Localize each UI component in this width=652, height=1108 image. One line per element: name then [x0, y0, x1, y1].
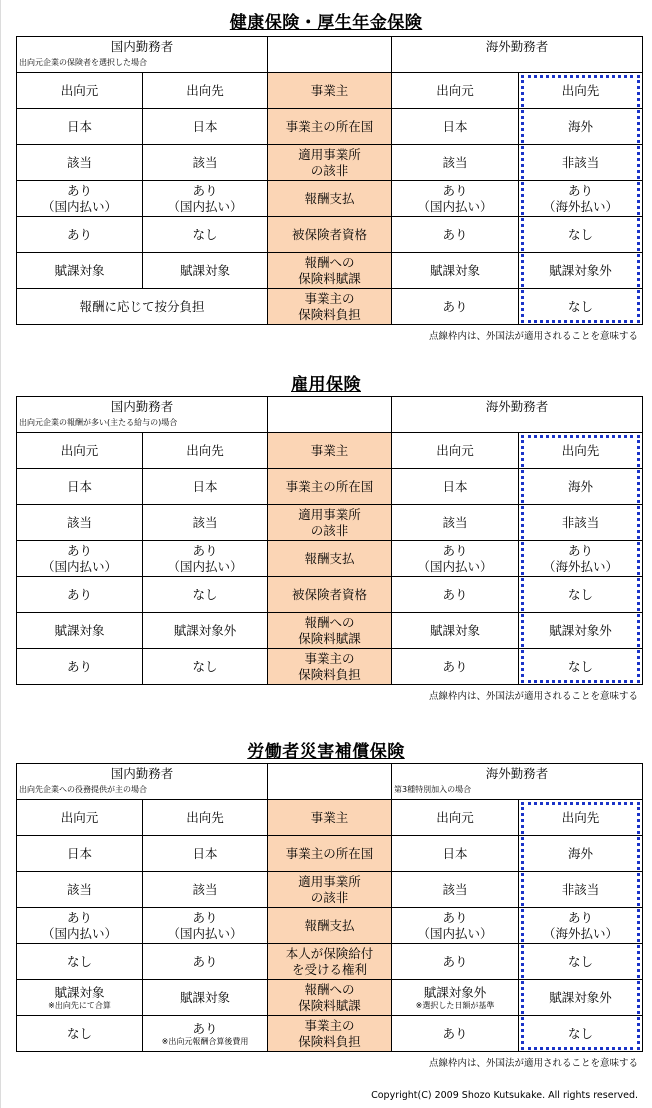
overseas-destination-cell-text: なし — [567, 953, 593, 969]
overseas-destination-cell-text: 非該当 — [561, 514, 600, 530]
overseas-origin-cell — [392, 109, 519, 145]
table-row — [17, 908, 643, 944]
criteria-cell-text: 事業主の 保険料負担 — [298, 1017, 361, 1049]
overseas-destination-cell-text: なし — [567, 1025, 593, 1041]
overseas-destination-cell — [519, 980, 643, 1016]
criteria-cell-text: 事業主の 保険料負担 — [298, 290, 361, 322]
origin-cell-text: 出向元 — [60, 809, 99, 825]
criteria-cell — [268, 73, 392, 109]
criteria-cell — [268, 836, 392, 872]
origin-cell-text: 賦課対象 — [54, 622, 105, 638]
table-row — [17, 541, 643, 577]
origin-cell — [17, 73, 143, 109]
criteria-cell — [268, 1016, 392, 1052]
insurance-table — [16, 396, 643, 685]
overseas-origin-cell — [392, 872, 519, 908]
overseas-destination-cell-text: あり （海外払い） — [543, 542, 619, 574]
overseas-origin-cell-text: あり — [442, 586, 468, 602]
table-row — [17, 145, 643, 181]
destination-cell — [143, 908, 268, 944]
destination-cell — [143, 613, 268, 649]
overseas-origin-cell-text: 日本 — [442, 118, 468, 134]
criteria-cell-text: 報酬支払 — [304, 190, 355, 206]
overseas-origin-cell — [392, 1016, 519, 1052]
overseas-destination-cell-text: なし — [568, 658, 594, 674]
destination-cell-text: あり （国内払い） — [167, 909, 243, 941]
overseas-destination-cell — [519, 1016, 643, 1052]
criteria-cell-text: 事業主の 保険料負担 — [298, 650, 361, 682]
criteria-cell-text: 被保険者資格 — [291, 226, 367, 242]
criteria-cell-text: 事業主 — [310, 442, 349, 458]
overseas-destination-cell-text: 出向先 — [561, 809, 600, 825]
overseas-origin-cell — [392, 217, 519, 253]
criteria-cell — [268, 872, 392, 908]
foreign-law-note: 点線枠内は、外国法が適用されることを意味する — [428, 331, 638, 342]
foreign-law-note: 点線枠内は、外国法が適用されることを意味する — [428, 691, 638, 702]
criteria-cell — [268, 800, 392, 836]
criteria-cell — [268, 613, 392, 649]
origin-cell — [17, 217, 143, 253]
overseas-origin-cell — [392, 73, 519, 109]
insurance-table — [16, 763, 643, 1052]
table-row — [17, 800, 643, 836]
table-row — [17, 433, 643, 469]
table-row — [17, 980, 643, 1016]
origin-cell — [17, 980, 143, 1016]
overseas-origin-cell — [392, 836, 519, 872]
origin-cell-text: あり （国内払い） — [41, 542, 117, 574]
destination-cell — [143, 469, 268, 505]
destination-cell-text: 該当 — [192, 514, 218, 530]
origin-cell-text: あり — [66, 586, 92, 602]
criteria-cell — [268, 217, 392, 253]
origin-cell-text: あり — [66, 658, 92, 674]
domestic-merged-cell-text: 報酬に応じて按分負担 — [79, 298, 205, 314]
origin-cell-text: なし — [66, 953, 92, 969]
header-blank-cell — [268, 397, 392, 433]
overseas-origin-cell — [392, 944, 519, 980]
destination-cell-text: 出向先 — [186, 442, 224, 458]
destination-cell — [143, 836, 268, 872]
table-row — [17, 253, 643, 289]
destination-cell — [143, 872, 268, 908]
overseas-destination-cell — [519, 505, 643, 541]
origin-cell — [17, 800, 143, 836]
overseas-origin-cell-text: あり （国内払い） — [417, 542, 493, 574]
overseas-destination-cell-text: なし — [568, 226, 594, 242]
domestic-header-label: 国内勤務者 — [110, 766, 174, 781]
overseas-destination-cell-text: あり （海外払い） — [543, 182, 619, 214]
destination-cell-text: 日本 — [192, 478, 218, 494]
origin-cell-text: 該当 — [66, 154, 92, 170]
criteria-cell — [268, 145, 392, 181]
criteria-cell — [268, 541, 392, 577]
criteria-cell-text: 事業主の所在国 — [285, 118, 374, 134]
overseas-destination-cell — [519, 73, 643, 109]
overseas-origin-cell-text: 出向元 — [436, 82, 474, 98]
overseas-origin-cell-text: あり — [442, 953, 468, 969]
domestic-header-note: 出向元企業の保険者を選択した場合 — [19, 58, 147, 67]
overseas-origin-cell-text: 賦課対象 — [429, 262, 480, 278]
destination-cell-text: 日本 — [192, 845, 218, 861]
overseas-origin-cell — [392, 289, 519, 325]
table-row — [17, 505, 643, 541]
origin-cell-text: 日本 — [66, 118, 92, 134]
overseas-destination-cell — [519, 433, 643, 469]
table-row — [17, 872, 643, 908]
table-row — [17, 73, 643, 109]
destination-cell-text: 該当 — [192, 154, 218, 170]
overseas-origin-cell — [392, 433, 519, 469]
overseas-origin-cell — [392, 649, 519, 685]
overseas-origin-cell-text: 該当 — [442, 514, 468, 530]
table-row — [17, 181, 643, 217]
overseas-header-note: 第3種特別加入の場合 — [394, 785, 472, 794]
destination-cell — [143, 800, 268, 836]
table-row — [17, 217, 643, 253]
overseas-header-label: 海外勤務者 — [485, 39, 549, 54]
overseas-destination-cell — [519, 253, 643, 289]
overseas-destination-cell-text: なし — [568, 298, 594, 314]
origin-cell-text: 日本 — [66, 478, 92, 494]
destination-cell — [143, 980, 268, 1016]
destination-cell-text: あり （国内払い） — [167, 182, 243, 214]
destination-cell — [143, 649, 268, 685]
destination-cell — [143, 253, 268, 289]
table-row — [17, 577, 643, 613]
overseas-origin-cell — [392, 469, 519, 505]
overseas-destination-cell-text: 海外 — [568, 118, 594, 134]
destination-cell-text: 出向先 — [186, 82, 224, 98]
overseas-destination-cell — [519, 944, 643, 980]
origin-cell — [17, 433, 143, 469]
header-blank-cell — [268, 37, 392, 73]
destination-cell — [143, 181, 268, 217]
criteria-cell-text: 報酬支払 — [304, 550, 355, 566]
criteria-cell-text: 事業主の所在国 — [285, 478, 374, 494]
table-row — [17, 613, 643, 649]
header-blank-cell — [268, 764, 392, 800]
overseas-origin-cell — [392, 145, 519, 181]
criteria-cell — [268, 469, 392, 505]
destination-cell-text: あり — [192, 1020, 218, 1036]
overseas-destination-cell-text: なし — [568, 586, 594, 602]
destination-cell — [143, 577, 268, 613]
overseas-origin-cell-text: あり — [442, 298, 468, 314]
overseas-origin-cell — [392, 980, 519, 1016]
overseas-destination-cell-text: 出向先 — [561, 82, 600, 98]
copyright-text: Copyright(C) 2009 Shozo Kutsukake. All rights reserved. — [371, 1090, 638, 1101]
origin-cell-text: あり — [66, 226, 92, 242]
overseas-destination-cell — [519, 577, 643, 613]
table-row — [17, 944, 643, 980]
overseas-header-cell — [392, 764, 643, 800]
section-title: 労働者災害補償保険 — [247, 742, 405, 762]
destination-cell-text: なし — [192, 586, 218, 602]
origin-cell — [17, 577, 143, 613]
overseas-origin-cell — [392, 908, 519, 944]
insurance-table — [16, 36, 643, 325]
section-title: 健康保険・厚生年金保険 — [229, 13, 423, 33]
overseas-origin-cell-text: 出向元 — [436, 809, 474, 825]
criteria-cell-text: 適用事業所 の該非 — [298, 146, 361, 178]
origin-cell-footnote: ※出向先にて合算 — [48, 1000, 111, 1010]
table-row — [17, 289, 643, 325]
domestic-merged-cell — [17, 289, 268, 325]
origin-cell — [17, 613, 143, 649]
overseas-origin-cell — [392, 181, 519, 217]
origin-cell — [17, 541, 143, 577]
domestic-header-note: 出向元企業の報酬が多い(主たる給与の)場合 — [19, 418, 178, 427]
criteria-cell — [268, 253, 392, 289]
criteria-cell-text: 事業主の所在国 — [285, 845, 374, 861]
destination-cell-text: 日本 — [192, 118, 218, 134]
overseas-origin-cell-text: 日本 — [442, 478, 468, 494]
overseas-destination-cell — [519, 908, 643, 944]
origin-cell-text: 出向元 — [60, 442, 99, 458]
origin-cell — [17, 1016, 143, 1052]
overseas-destination-cell — [519, 469, 643, 505]
overseas-origin-cell — [392, 577, 519, 613]
overseas-origin-cell — [392, 253, 519, 289]
overseas-destination-cell — [519, 836, 643, 872]
foreign-law-note: 点線枠内は、外国法が適用されることを意味する — [428, 1058, 638, 1069]
overseas-header-label: 海外勤務者 — [485, 766, 549, 781]
criteria-cell — [268, 433, 392, 469]
overseas-origin-cell-text: 賦課対象外 — [423, 984, 487, 1000]
criteria-cell — [268, 505, 392, 541]
origin-cell-text: 日本 — [66, 845, 92, 861]
criteria-cell — [268, 908, 392, 944]
origin-cell-text: 該当 — [66, 514, 92, 530]
destination-cell — [143, 1016, 268, 1052]
section-title: 雇用保険 — [291, 375, 361, 395]
overseas-header-label: 海外勤務者 — [485, 399, 549, 414]
origin-cell — [17, 109, 143, 145]
overseas-destination-cell — [519, 800, 643, 836]
origin-cell-text: 賦課対象 — [54, 984, 105, 1000]
table-row — [17, 469, 643, 505]
overseas-origin-cell — [392, 613, 519, 649]
destination-cell-text: 賦課対象 — [179, 262, 230, 278]
overseas-destination-cell-text: 賦課対象外 — [549, 989, 612, 1005]
origin-cell — [17, 649, 143, 685]
destination-cell — [143, 944, 268, 980]
overseas-destination-cell — [519, 541, 643, 577]
destination-cell-text: あり （国内払い） — [167, 542, 243, 574]
destination-cell — [143, 505, 268, 541]
origin-cell-text: 出向元 — [60, 82, 99, 98]
criteria-cell-text: 事業主 — [310, 82, 349, 98]
overseas-destination-cell — [519, 181, 643, 217]
origin-cell — [17, 469, 143, 505]
origin-cell-text: あり （国内払い） — [41, 182, 117, 214]
overseas-header-cell — [392, 397, 643, 433]
overseas-header-cell — [392, 37, 643, 73]
overseas-origin-cell-text: あり — [442, 1025, 468, 1041]
destination-cell-text: なし — [192, 226, 218, 242]
criteria-cell — [268, 577, 392, 613]
criteria-cell — [268, 980, 392, 1016]
overseas-origin-cell-text: 該当 — [442, 881, 468, 897]
criteria-cell — [268, 109, 392, 145]
table-row — [17, 109, 643, 145]
criteria-cell-text: 報酬支払 — [304, 917, 355, 933]
origin-cell — [17, 944, 143, 980]
overseas-origin-cell-text: 出向元 — [436, 442, 474, 458]
origin-cell — [17, 908, 143, 944]
overseas-origin-cell — [392, 541, 519, 577]
destination-cell-text: 出向先 — [186, 809, 224, 825]
overseas-destination-cell — [519, 872, 643, 908]
overseas-origin-cell-text: 賦課対象 — [429, 622, 480, 638]
overseas-destination-cell-text: 非該当 — [561, 881, 600, 897]
criteria-cell — [268, 181, 392, 217]
overseas-destination-cell — [519, 109, 643, 145]
overseas-destination-cell — [519, 649, 643, 685]
overseas-origin-cell-text: あり — [442, 226, 468, 242]
origin-cell-text: なし — [66, 1025, 92, 1041]
origin-cell — [17, 181, 143, 217]
overseas-destination-cell — [519, 145, 643, 181]
criteria-cell — [268, 649, 392, 685]
destination-cell — [143, 73, 268, 109]
criteria-cell-text: 被保険者資格 — [291, 586, 367, 602]
destination-cell — [143, 541, 268, 577]
overseas-destination-cell-text: 非該当 — [561, 154, 600, 170]
origin-cell — [17, 872, 143, 908]
origin-cell — [17, 145, 143, 181]
criteria-cell-text: 報酬への 保険料賦課 — [298, 614, 361, 646]
destination-cell-text: 賦課対象外 — [173, 622, 237, 638]
overseas-destination-cell — [519, 613, 643, 649]
destination-cell — [143, 109, 268, 145]
criteria-cell — [268, 289, 392, 325]
criteria-cell — [268, 944, 392, 980]
domestic-header-cell — [17, 37, 268, 73]
overseas-origin-cell-footnote: ※選択した日額が基準 — [415, 1000, 495, 1010]
destination-cell-text: あり — [192, 953, 218, 969]
overseas-origin-cell-text: あり （国内払い） — [417, 909, 493, 941]
overseas-origin-cell-text: 該当 — [442, 154, 468, 170]
table-row — [17, 836, 643, 872]
destination-cell-footnote: ※出向元報酬合算後費用 — [161, 1036, 249, 1046]
domestic-header-cell — [17, 397, 268, 433]
overseas-destination-cell — [519, 289, 643, 325]
overseas-destination-cell-text: あり （海外払い） — [542, 909, 618, 941]
page-left-rule — [0, 0, 1, 1108]
overseas-destination-cell-text: 海外 — [568, 478, 594, 494]
destination-cell-text: 賦課対象 — [179, 989, 230, 1005]
overseas-origin-cell-text: 日本 — [442, 845, 468, 861]
origin-cell-text: 該当 — [66, 881, 92, 897]
table-row — [17, 1016, 643, 1052]
origin-cell — [17, 505, 143, 541]
origin-cell-text: あり （国内払い） — [41, 909, 117, 941]
criteria-cell-text: 適用事業所 の該非 — [298, 506, 361, 538]
domestic-header-note: 出向先企業への役務提供が主の場合 — [19, 785, 147, 794]
overseas-destination-cell-text: 出向先 — [561, 442, 600, 458]
criteria-cell-text: 報酬への 保険料賦課 — [298, 981, 361, 1013]
criteria-cell-text: 報酬への 保険料賦課 — [298, 254, 361, 286]
overseas-destination-cell-text: 賦課対象外 — [549, 262, 612, 278]
domestic-header-cell — [17, 764, 268, 800]
overseas-origin-cell — [392, 505, 519, 541]
overseas-destination-cell-text: 賦課対象外 — [549, 622, 612, 638]
overseas-origin-cell-text: あり — [442, 658, 468, 674]
destination-cell-text: なし — [192, 658, 218, 674]
criteria-cell-text: 本人が保険給付 を受ける権利 — [285, 945, 374, 977]
overseas-destination-cell-text: 海外 — [567, 845, 593, 861]
domestic-header-label: 国内勤務者 — [110, 39, 174, 54]
destination-cell-text: 該当 — [192, 881, 218, 897]
destination-cell — [143, 217, 268, 253]
overseas-destination-cell — [519, 217, 643, 253]
origin-cell — [17, 253, 143, 289]
overseas-origin-cell — [392, 800, 519, 836]
overseas-origin-cell-text: あり （国内払い） — [417, 182, 493, 214]
criteria-cell-text: 事業主 — [310, 809, 349, 825]
origin-cell — [17, 836, 143, 872]
table-row — [17, 649, 643, 685]
origin-cell-text: 賦課対象 — [54, 262, 105, 278]
destination-cell — [143, 145, 268, 181]
destination-cell — [143, 433, 268, 469]
domestic-header-label: 国内勤務者 — [110, 399, 174, 414]
criteria-cell-text: 適用事業所 の該非 — [298, 873, 361, 905]
